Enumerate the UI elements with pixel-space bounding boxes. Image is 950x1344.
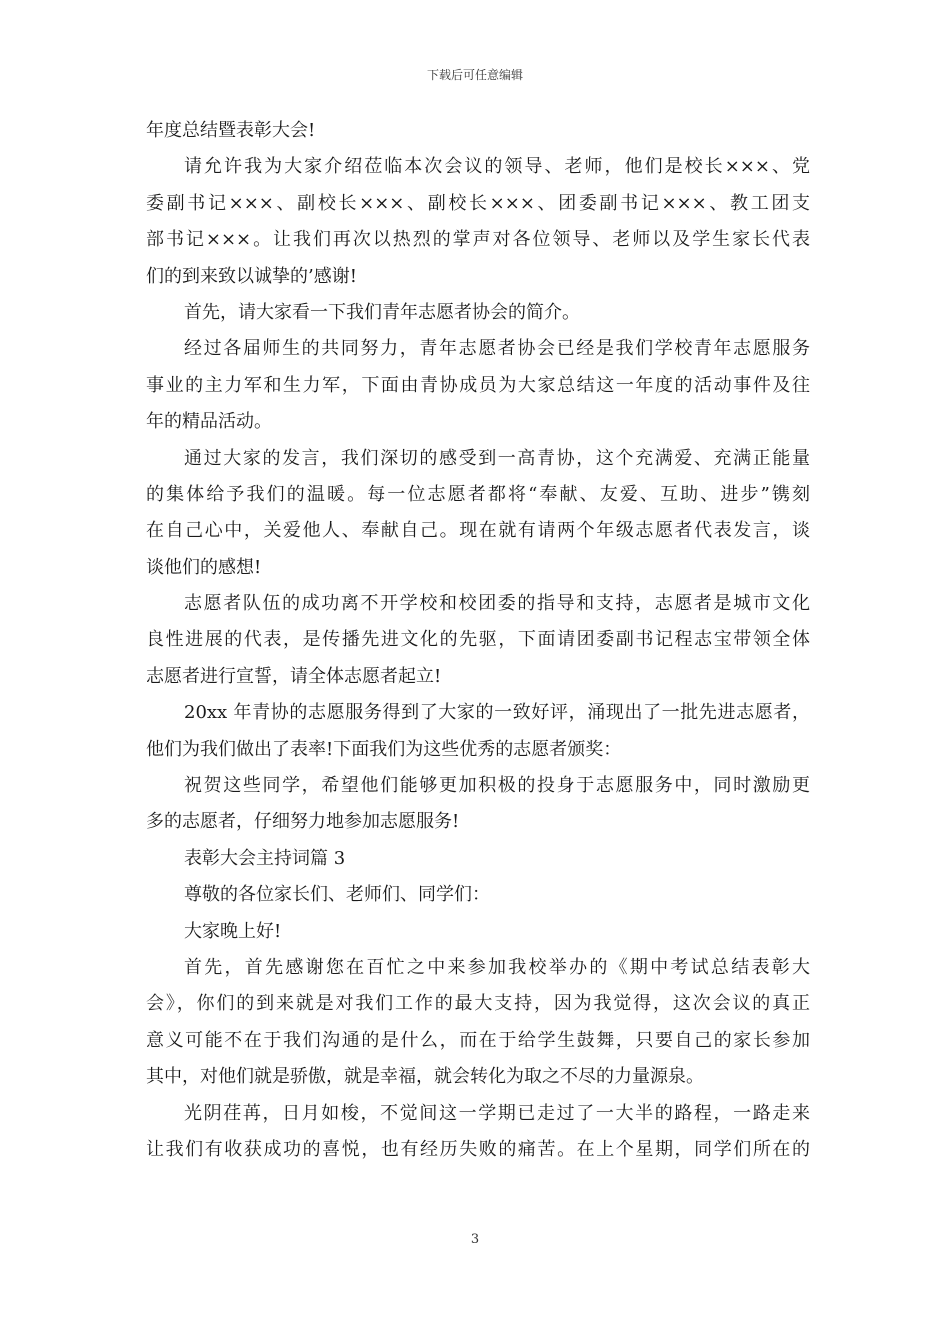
text-line: 意义可能不在于我们沟通的是什么，而在于给学生鼓舞，只要自己的家长参加 — [146, 1029, 810, 1051]
text-line: 年的精品活动。 — [146, 411, 272, 433]
document-body — [146, 113, 810, 1168]
text-line: 多的志愿者，仔细努力地参加志愿服务! — [146, 811, 460, 833]
text-line: 志愿者队伍的成功离不开学校和校团委的指导和支持，志愿者是城市文化 — [184, 593, 810, 615]
text-line: 大家晚上好! — [184, 920, 282, 942]
text-line: 部书记×××。让我们再次以热烈的掌声对各位领导、老师以及学生家长代表 — [146, 229, 810, 251]
page-number: 3 — [470, 1232, 480, 1247]
text-line: 光阴荏苒，日月如梭，不觉间这一学期已走过了一大半的路程，一路走来 — [184, 1102, 810, 1124]
text-line: 尊敬的各位家长们、老师们、同学们： — [184, 884, 490, 906]
text-line: 志愿者进行宣誓，请全体志愿者起立! — [146, 665, 442, 687]
text-line: 其中，对他们就是骄傲，就是幸福，就会转化为取之不尽的力量源泉。 — [146, 1066, 704, 1088]
text-line: 首先，首先感谢您在百忙之中来参加我校举办的《期中考试总结表彰大 — [184, 956, 810, 978]
text-line: 首先，请大家看一下我们青年志愿者协会的简介。 — [184, 301, 580, 323]
text-line: 委副书记×××、副校长×××、副校长×××、团委副书记×××、教工团支 — [146, 192, 810, 214]
text-line: 祝贺这些同学，希望他们能够更加积极的投身于志愿服务中，同时激励更 — [184, 775, 810, 797]
text-line: 在自己心中，关爱他人、奉献自己。现在就有请两个年级志愿者代表发言，谈 — [146, 520, 810, 542]
text-line: 良性进展的代表，是传播先进文化的先驱，下面请团委副书记程志宝带领全体 — [146, 629, 810, 651]
text-line: 20xx 年青协的志愿服务得到了大家的一致好评，涌现出了一批先进志愿者， — [184, 702, 810, 724]
page-header-note: 下载后可任意编辑 — [426, 68, 523, 82]
text-line: 请允许我为大家介绍莅临本次会议的领导、老师，他们是校长×××、党 — [184, 156, 810, 178]
text-line: 事业的主力军和生力军，下面由青协成员为大家总结这一年度的活动事件及往 — [146, 374, 810, 396]
text-line: 表彰大会主持词篇 3 — [184, 847, 346, 869]
text-line: 的集体给予我们的温暖。每一位志愿者都将“奉献、友爱、互助、进步”镌刻 — [146, 483, 810, 505]
text-line: 们的到来致以诚挚的’感谢! — [146, 265, 357, 287]
text-line: 他们为我们做出了表率!下面我们为这些优秀的志愿者颁奖： — [146, 738, 622, 760]
text-line: 年度总结暨表彰大会! — [146, 120, 316, 141]
text-line: 会》，你们的到来就是对我们工作的最大支持，因为我觉得，这次会议的真正 — [146, 993, 810, 1015]
text-line: 谈他们的感想! — [146, 556, 262, 578]
text-line: 通过大家的发言，我们深切的感受到一高青协，这个充满爱、充满正能量 — [184, 447, 810, 469]
text-line: 经过各届师生的共同努力，青年志愿者协会已经是我们学校青年志愿服务 — [184, 338, 810, 360]
text-line: 让我们有收获成功的喜悦，也有经历失败的痛苦。在上个星期，同学们所在的 — [146, 1138, 810, 1160]
